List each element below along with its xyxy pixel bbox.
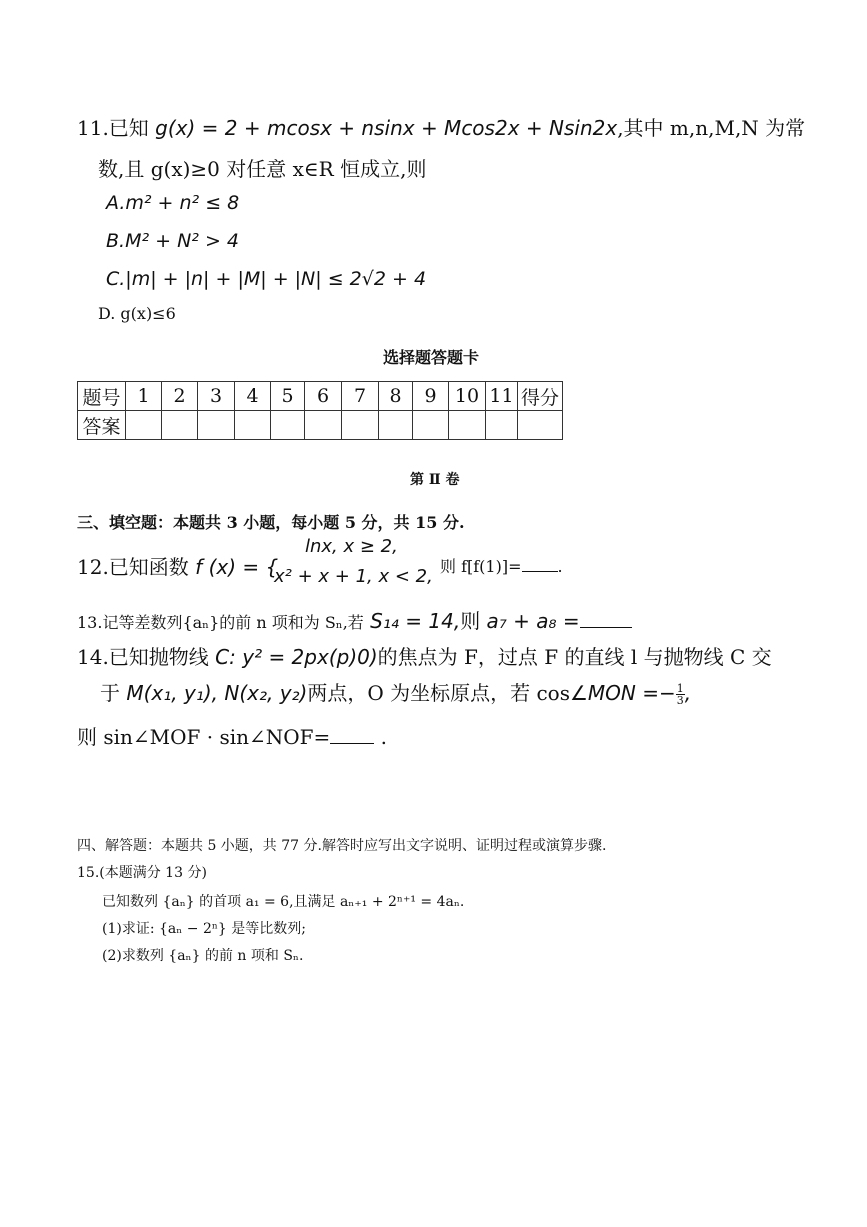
question-number-cell: 6 <box>305 382 342 411</box>
q13-prefix: 13.记等差数列{aₙ}的前 n 项和为 Sₙ,若 <box>77 613 364 632</box>
question-15-part-1: (1)求证: {aₙ − 2ⁿ} 是等比数列; <box>102 921 306 937</box>
score-header: 得分 <box>518 382 563 411</box>
answer-cell[interactable] <box>235 411 271 440</box>
q14-fraction-denominator: 3 <box>676 694 684 707</box>
question-number-cell: 2 <box>162 382 198 411</box>
section-4-title: 四、解答题：本题共 5 小题，共 77 分.解答时应写出文字说明、证明过程或演算步骤. <box>77 838 607 854</box>
q11-option-b: B.M² + N² > 4 <box>106 230 239 252</box>
question-15-part-2: (2)求数列 {aₙ} 的前 n 项和 Sₙ. <box>102 948 304 964</box>
question-number-cell: 11 <box>486 382 518 411</box>
q11-option-a: A.m² + n² ≤ 8 <box>106 192 240 214</box>
answer-cell[interactable] <box>342 411 379 440</box>
q14-points: M(x₁, y₁), N(x₂, y₂) <box>126 681 308 705</box>
answer-cell[interactable] <box>198 411 235 440</box>
question-number-cell: 9 <box>413 382 449 411</box>
part-2-title: 第 Ⅱ 卷 <box>410 472 460 488</box>
answer-card-table <box>77 381 563 440</box>
answer-header: 答案 <box>78 411 126 440</box>
q13-expression: a₇ + a₈ = <box>486 609 580 633</box>
q14-line3-end: . <box>380 725 388 749</box>
q14-line3-text: 则 sin∠MOF · sin∠NOF= <box>77 725 331 749</box>
answer-card-row-answers <box>78 411 563 440</box>
q12-function-name: f (x) = { <box>195 555 279 579</box>
score-cell[interactable] <box>518 411 563 440</box>
answer-cell[interactable] <box>126 411 162 440</box>
q12-case-2: x² + x + 1, x < 2, <box>274 566 433 587</box>
q12-suffix-text: 则 f[f(1)]= <box>440 557 522 576</box>
answer-card-title: 选择题答题卡 <box>383 348 480 367</box>
q13-mid: 则 <box>460 609 481 633</box>
answer-cell[interactable] <box>449 411 486 440</box>
answer-cell[interactable] <box>486 411 518 440</box>
question-11-line2: 数,且 g(x)≥0 对任意 x∈R 恒成立,则 <box>98 157 427 181</box>
question-13 <box>77 605 632 634</box>
q11-suffix: ,其中 m,n,M,N 为常 <box>617 116 806 140</box>
q12-suffix: 则 f[f(1)]= . <box>440 557 563 576</box>
question-number-cell: 10 <box>449 382 486 411</box>
q11-option-d: D. g(x)≤6 <box>98 304 176 323</box>
question-number-cell: 1 <box>126 382 162 411</box>
q13-condition: S₁₄ = 14, <box>370 609 461 633</box>
q14-fraction <box>676 683 685 706</box>
section-3-title: 三、填空题：本题共 3 小题，每小题 5 分，共 15 分. <box>77 513 465 532</box>
q13-answer-blank[interactable] <box>580 626 632 628</box>
answer-cell[interactable] <box>271 411 305 440</box>
answer-cell[interactable] <box>162 411 198 440</box>
question-number-cell: 3 <box>198 382 235 411</box>
q12-case-1: lnx, x ≥ 2, <box>305 536 398 557</box>
question-number-cell: 8 <box>379 382 413 411</box>
answer-cell[interactable] <box>305 411 342 440</box>
question-number-cell: 5 <box>271 382 305 411</box>
question-11-line1 <box>77 112 805 141</box>
answer-cell[interactable] <box>379 411 413 440</box>
q12-prefix: 12.已知函数 <box>77 555 189 579</box>
q11-function: g(x) = 2 + mcosx + nsinx + Mcos2x + Nsin2x <box>155 116 618 140</box>
question-14-line3 <box>77 721 387 750</box>
question-14-line2: 于 M(x₁, y₁), N(x₂, y₂)两点，O 为坐标原点，若 cos∠MON =− $\frac{1}{3}$ , <box>100 681 692 707</box>
q14-prefix: 14.已知抛物线 <box>77 645 209 669</box>
q11-option-c: C.|m| + |n| + |M| + |N| ≤ 2√2 + 4 <box>106 268 427 290</box>
question-15-stem: 已知数列 {aₙ} 的首项 a₁ = 6,且满足 aₙ₊₁ + 2ⁿ⁺¹ = 4aₙ. <box>102 894 465 910</box>
question-12 <box>77 551 278 580</box>
question-number-header: 题号 <box>78 382 126 411</box>
q14-line1-suffix: 的焦点为 F，过点 F 的直线 l 与抛物线 C 交 <box>377 645 772 669</box>
question-14-line1 <box>77 641 772 670</box>
q11-prefix: 11.已知 <box>77 116 149 140</box>
q14-line2-mid: 两点，O 为坐标原点，若 cos <box>307 681 570 705</box>
question-number-cell: 4 <box>235 382 271 411</box>
answer-cell[interactable] <box>413 411 449 440</box>
q14-curve: C: y² = 2px(p)0) <box>215 645 378 669</box>
answer-card-row-numbers <box>78 382 563 411</box>
q14-fraction-numerator: 1 <box>676 682 684 695</box>
q14-line2-prefix: 于 <box>100 681 120 705</box>
q14-angle: ∠MON =− <box>569 681 676 705</box>
question-15-title: 15.(本题满分 13 分) <box>77 865 207 881</box>
q14-answer-blank[interactable] <box>330 742 374 744</box>
q12-answer-blank[interactable] <box>522 570 558 572</box>
question-number-cell: 7 <box>342 382 379 411</box>
